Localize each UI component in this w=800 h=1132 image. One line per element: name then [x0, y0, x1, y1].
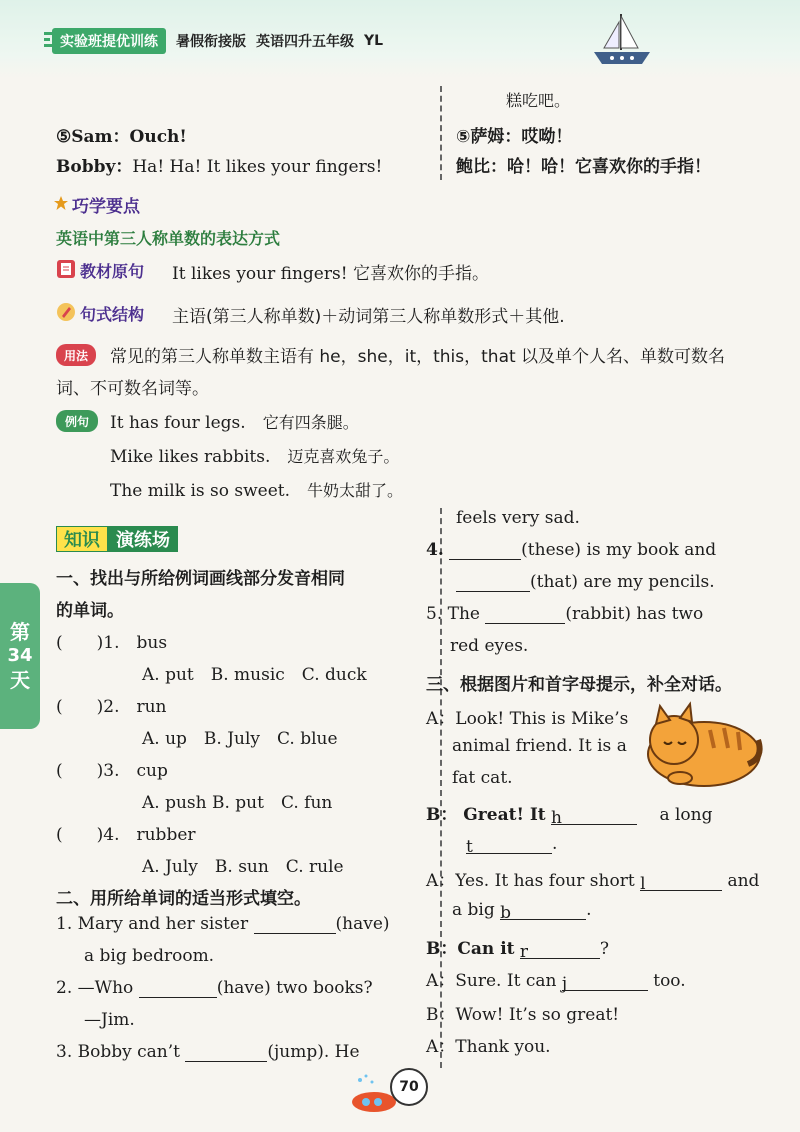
p3-a3-blank[interactable]: j: [562, 974, 648, 991]
q2-5b: red eyes.: [450, 636, 529, 656]
example-3: The milk is so sweet. 牛奶太甜了。: [110, 481, 404, 501]
textbook-sentence: It likes your fingers! 它喜欢你的手指。: [172, 264, 489, 284]
example-2: Mike likes rabbits. 迈克喜欢兔子。: [110, 447, 400, 467]
day-tab: 第 34 天: [0, 583, 40, 729]
p3-a2-blank[interactable]: l: [640, 874, 722, 891]
q1-1-options: A. put B. music C. duck: [142, 665, 367, 685]
q2-5: 5. The (rabbit) has two: [426, 604, 704, 624]
p3-a3: A：Sure. It can j too.: [426, 971, 686, 994]
q2-3: 3. Bobby can’t (jump). He: [56, 1042, 360, 1062]
part2-title: 二、用所给单词的适当形式填空。: [56, 889, 311, 909]
fat-cat-picture: [640, 700, 766, 792]
structure-tag: 句式结构: [80, 305, 145, 324]
edition-label: 暑假衔接版: [176, 34, 246, 50]
q2-4b: (that) are my pencils.: [456, 572, 715, 592]
cn-continuation: 糕吃吧。: [506, 91, 571, 110]
p3-b1: B： Great! It h a long: [426, 805, 713, 828]
q2-5-blank[interactable]: [485, 607, 565, 624]
dialogue-line-cn-1: ⑤萨姆：哎呦！: [456, 127, 573, 147]
subject-label: 英语四升五年级: [256, 34, 354, 50]
q2-2b: —Jim.: [84, 1010, 135, 1030]
q2-1b: a big bedroom.: [84, 946, 215, 966]
q2-1: 1. Mary and her sister (have): [56, 914, 390, 934]
q2-3-blank[interactable]: [185, 1045, 267, 1062]
dialogue-line-en-1: ⑤Sam：Ouch!: [56, 127, 187, 147]
p3-b1-line2: t .: [466, 834, 558, 857]
key-points-title: 巧学要点: [72, 197, 140, 217]
p3-b2-blank[interactable]: r: [520, 942, 600, 959]
q2-2-blank[interactable]: [139, 981, 217, 998]
part3-title: 三、根据图片和首字母提示，补全对话。: [426, 675, 732, 695]
dialogue-line-en-2: Bobby：Ha! Ha! It likes your fingers!: [56, 157, 383, 177]
usage-tag: 用法: [56, 344, 96, 366]
p3-b1t-blank[interactable]: t: [466, 837, 552, 854]
p3-a1c: fat cat.: [452, 768, 513, 788]
publisher-label: YL: [364, 33, 384, 49]
q1-3: ( )3. cup: [56, 761, 168, 781]
practice-title-b: 演练场: [108, 526, 178, 552]
example-tag: 例句: [56, 410, 98, 432]
p3-a4: A：Thank you.: [426, 1037, 551, 1057]
column-divider-top: [440, 86, 442, 180]
p3-a2b-blank[interactable]: b: [500, 903, 586, 920]
part1-title: 一、找出与所给例词画线部分发音相同: [56, 569, 345, 589]
p3-a2b: a big b .: [452, 900, 592, 923]
series-title: 实验班提优训练: [52, 28, 166, 54]
page-number: 70: [390, 1068, 428, 1106]
textbook-icon: [56, 259, 76, 279]
q1-2-options: A. up B. July C. blue: [142, 729, 338, 749]
q1-3-options: A. push B. put C. fun: [142, 793, 333, 813]
q1-4-options: A. July B. sun C. rule: [142, 857, 344, 877]
p3-b3: B：Wow! It’s so great!: [426, 1005, 620, 1025]
series-logo-icon: [44, 30, 52, 48]
pencil-icon: [56, 302, 76, 322]
part1-title-2: 的单词。: [56, 601, 124, 621]
practice-title: [56, 526, 178, 552]
practice-title-a: 知识: [56, 526, 108, 552]
q2-3b: feels very sad.: [456, 508, 580, 528]
p3-a1: A：Look! This is Mike’s: [426, 709, 629, 729]
p3-a1b: animal friend. It is a: [452, 736, 627, 756]
star-icon: [54, 196, 68, 210]
key-points-subtitle: 英语中第三人称单数的表达方式: [56, 229, 281, 248]
dialogue-line-cn-2: 鲍比：哈！哈！它喜欢你的手指！: [456, 157, 711, 177]
p3-a2: A：Yes. It has four short l and: [426, 871, 760, 894]
structure-text: 主语(第三人称单数)＋动词第三人称单数形式＋其他.: [172, 307, 565, 327]
q2-4-blank-1[interactable]: [449, 543, 521, 560]
usage-text-1: 常见的第三人称单数主语有 he，she，it，this，that 以及单个人名、单数可数名: [110, 347, 726, 367]
q1-2: ( )2. run: [56, 697, 167, 717]
q1-1: ( )1. bus: [56, 633, 168, 653]
q2-2: 2. —Who (have) two books?: [56, 978, 373, 998]
q2-1-blank[interactable]: [254, 917, 336, 934]
sailboat-icon: [588, 10, 658, 70]
q2-4-blank-2[interactable]: [456, 575, 530, 592]
usage-text-2: 词、不可数名词等。: [56, 379, 209, 399]
p3-b2: B：Can it r ?: [426, 939, 610, 962]
q1-4: ( )4. rubber: [56, 825, 196, 845]
header: [52, 28, 383, 54]
example-1: It has four legs. 它有四条腿。: [110, 413, 359, 433]
q2-4: 4. (these) is my book and: [426, 540, 717, 560]
textbook-tag: 教材原句: [80, 262, 145, 281]
p3-b1-blank[interactable]: h: [551, 808, 637, 825]
